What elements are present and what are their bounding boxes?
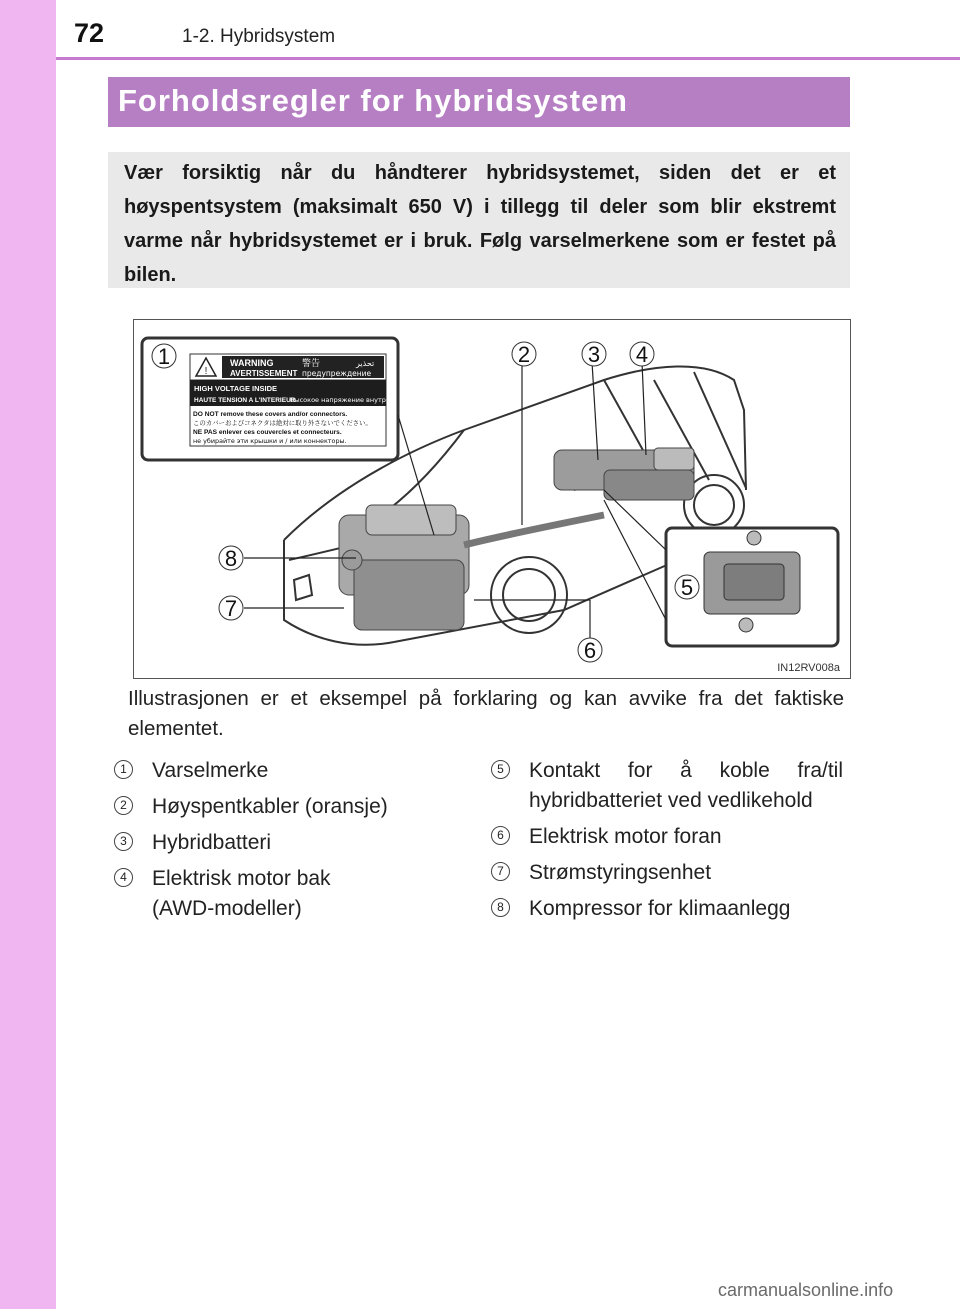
callout-8: 8 [224,546,238,571]
legend-text: Kompressor for klimaanlegg [529,897,791,920]
header-divider [56,57,960,60]
caution-text: Vær forsiktig når du håndterer hybridsystemet, siden det er et høyspentsystem (maksimalt 650 V) i tillegg til deler som blir ekstremt varme når hybridsystemet er i bruk. Følg varselmerkene som er festet på bilen. [124,162,836,286]
callout-3: 3 [587,342,601,367]
page-title: Forholdsregler for hybridsystem [118,83,628,118]
warning-heading-ru: предупреждение [302,369,372,378]
engine-components [339,505,469,630]
side-color-band [0,0,56,1309]
callout-7: 7 [224,596,238,621]
legend-text: Strømstyringsenhet [529,861,712,884]
legend-text: Varselmerke [152,759,269,782]
legend-text-line: Kontakt for å koble fra/til [529,759,843,782]
legend-number: 4 [114,868,133,887]
warning-heading-fr: AVERTISSEMENT [230,369,298,378]
callout-2: 2 [517,342,531,367]
legend-text-line: hybridbatteriet ved vedlikehold [529,789,813,812]
legend-number: 1 [114,760,133,779]
warning-line-5: NE PAS enlever ces couvercles et connecteurs. [193,429,342,436]
legend-number: 7 [491,862,510,881]
callout-6: 6 [583,638,597,663]
warning-line-1: HIGH VOLTAGE INSIDE [194,384,278,393]
legend-text-line: Elektrisk motor bak [152,867,331,890]
warning-heading: WARNING [230,358,274,368]
warning-line-2b: Высокое напряжение внутри [290,396,391,404]
warning-heading-cn: 警告 [302,359,321,369]
illustration-code: IN12RV008a [777,662,840,674]
hybrid-system-illustration [133,319,851,679]
legend-text: Hybridbatteri [152,831,272,854]
warning-line-4: このカバーおよびコネクタは絶対に取り外さないでください。 [193,419,372,427]
legend-text: Høyspentkabler (oransje) [152,795,388,818]
legend-text: Elektrisk motor foran [529,825,722,848]
legend-number: 8 [491,898,510,917]
callout-1: 1 [157,344,171,369]
hybrid-battery [554,448,694,500]
callout-5: 5 [680,575,694,600]
page-number: 72 [74,18,105,48]
high-voltage-cable [464,515,604,545]
warning-line-3: DO NOT remove these covers and/or connectors. [193,411,348,418]
warning-label-callout [142,338,398,460]
warning-line-6: не убирайте эти крышки и / или коннекторы. [193,437,347,445]
section-label: 1-2. Hybridsystem [182,26,336,47]
legend-text-line: (AWD-modeller) [152,897,302,920]
legend-number: 6 [491,826,510,845]
callout-4: 4 [635,342,649,367]
warning-line-2: HAUTE TENSION A L'INTERIEUR [194,397,296,404]
illustration-note: Illustrasjonen er et eksempel på forklaring og kan avvike fra det faktiske elementet. [128,687,844,740]
connector-inset-callout [666,528,838,646]
legend-text [529,756,843,816]
svg-text:!: ! [204,366,208,377]
warning-heading-ar: تحذير [356,359,375,368]
legend-number: 5 [491,760,510,779]
watermark: carmanualsonline.info [718,1280,894,1300]
legend-number: 2 [114,796,133,815]
legend-text [152,864,472,924]
legend-number: 3 [114,832,133,851]
